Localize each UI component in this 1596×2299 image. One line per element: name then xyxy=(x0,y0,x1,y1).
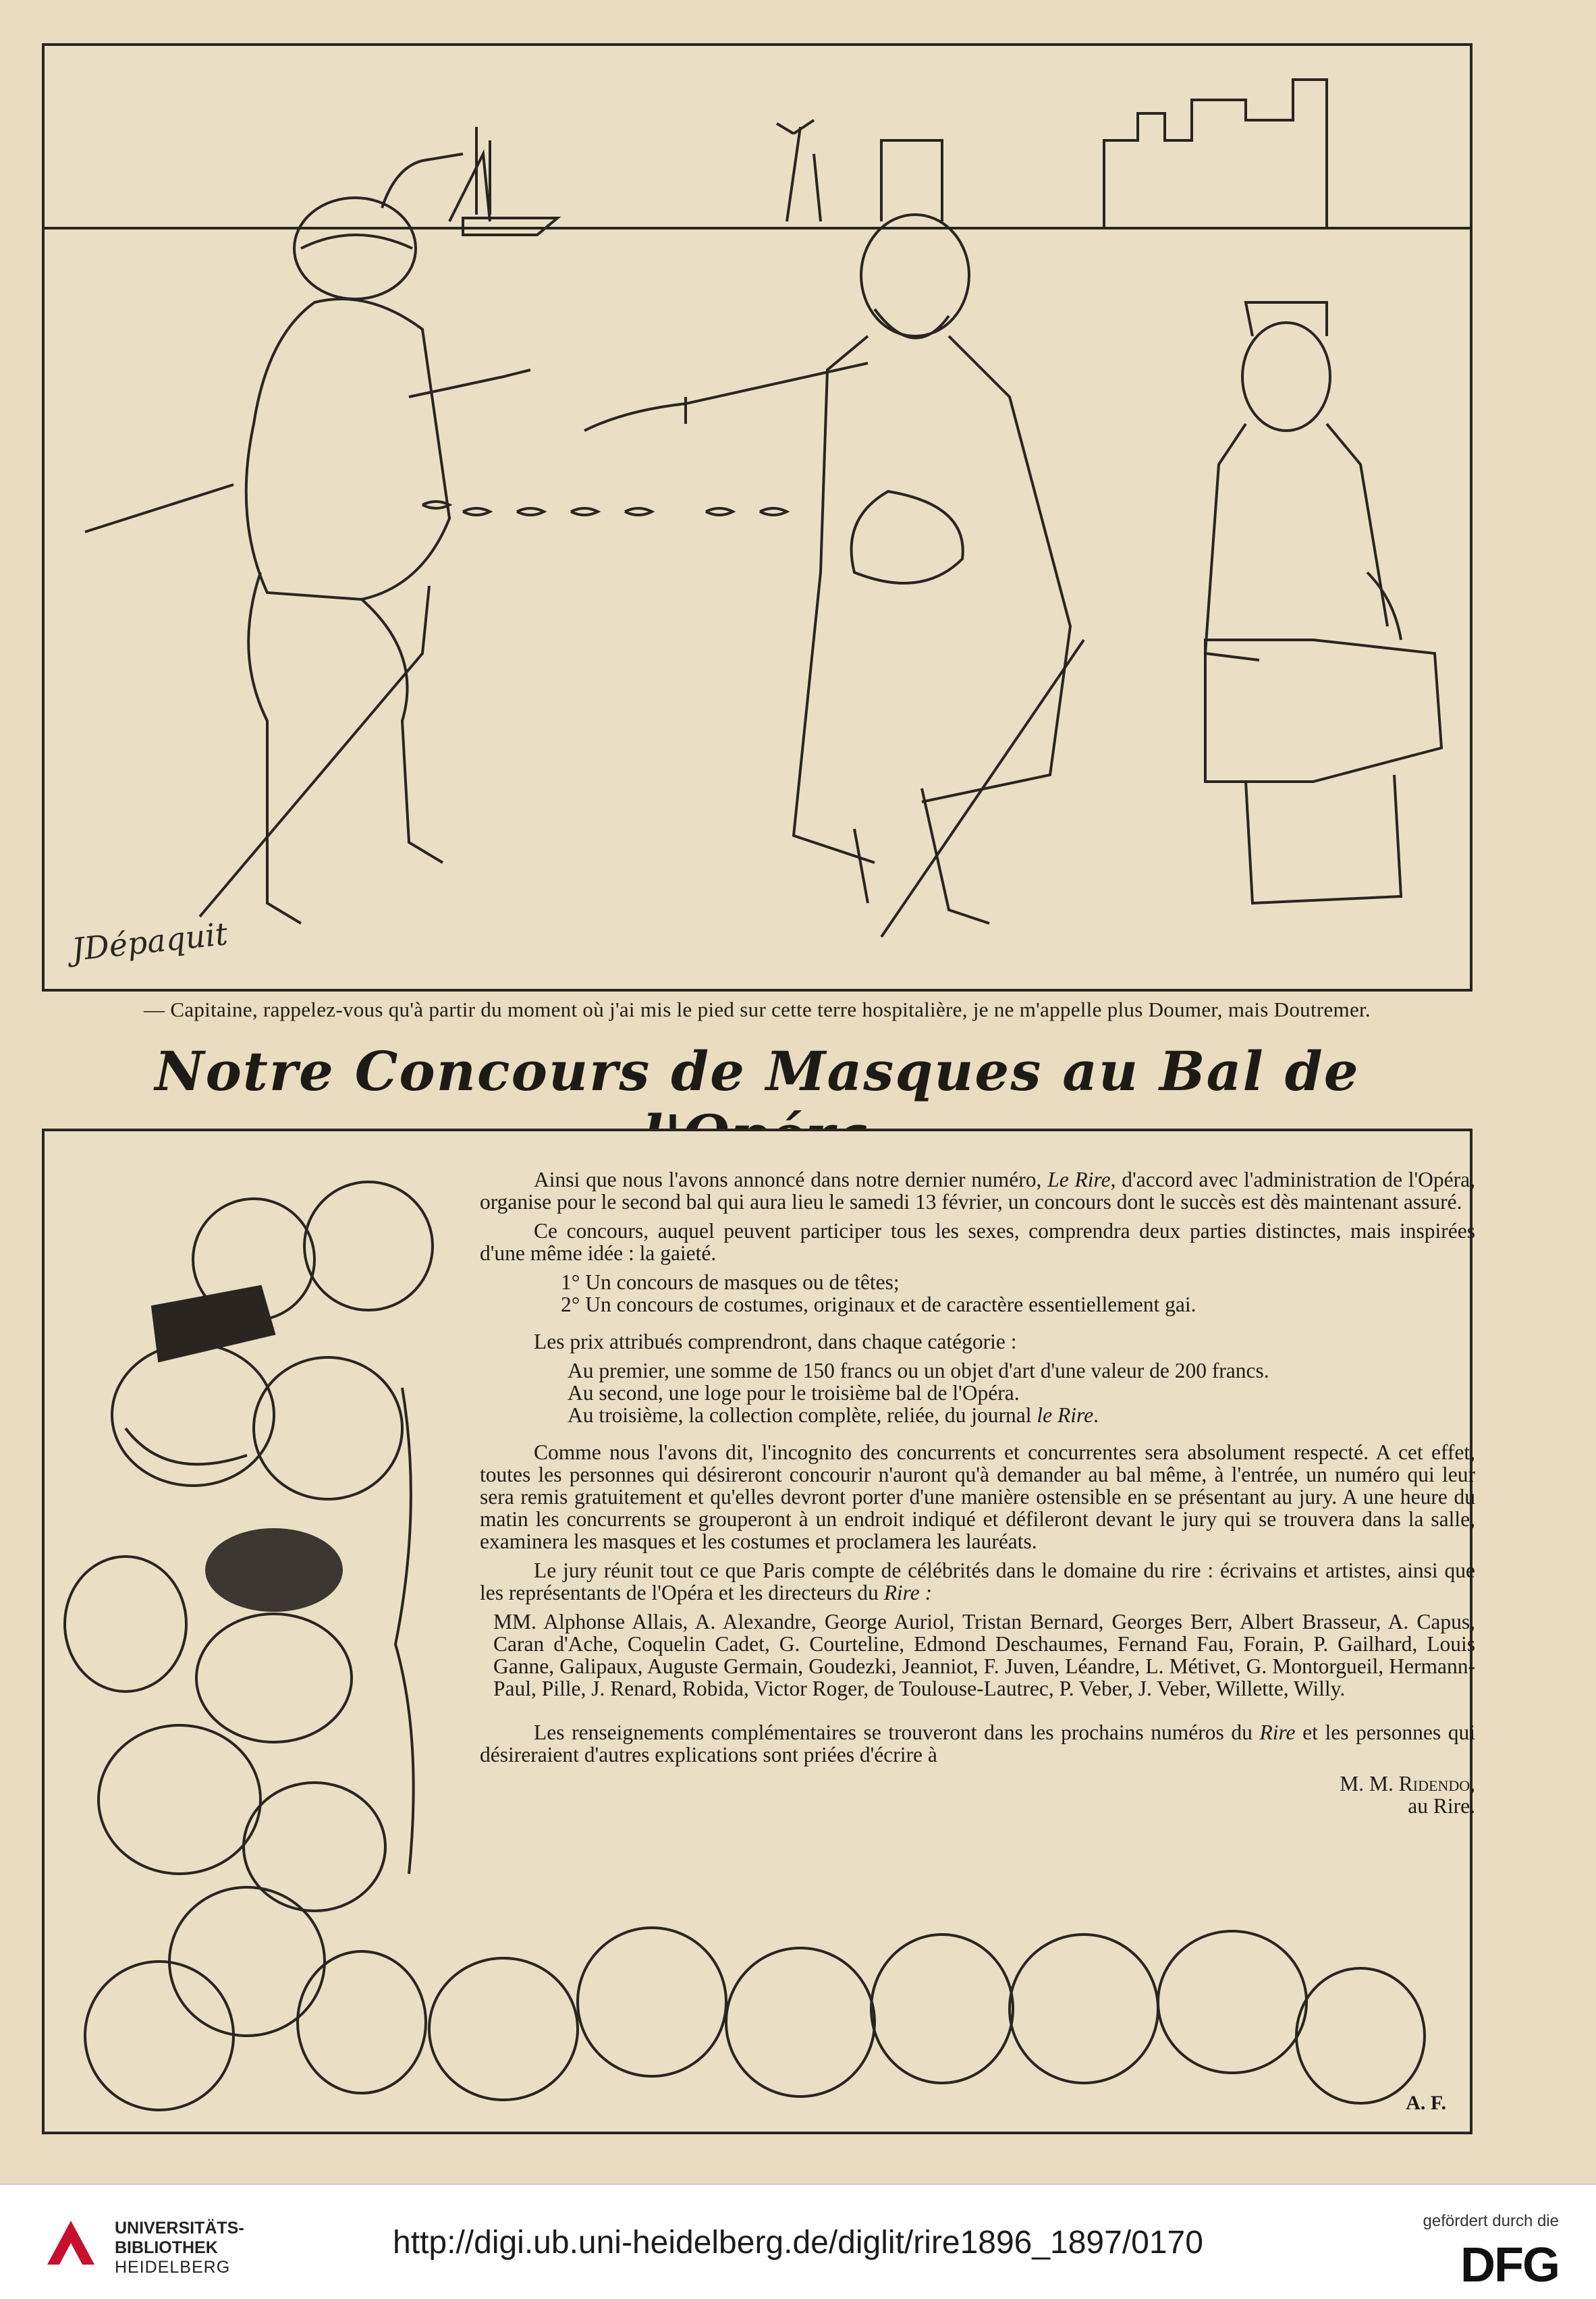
list-item-costumes: 2° Un concours de costumes, originaux et de caractère essentiellement gai. xyxy=(561,1293,1196,1316)
prize-third: Au troisième, la collection complète, reliée, du journal le Rire. xyxy=(568,1403,1099,1427)
cartoon-drawing xyxy=(45,46,1470,989)
funded-by-label: gefördert durch die xyxy=(1423,2212,1559,2230)
dfg-logo: DFG xyxy=(1460,2238,1559,2292)
paragraph-incognito: Comme nous l'avons dit, l'incognito des concurrents et concurrentes sera absolument respecté. A cet effet, toutes les personnes qui désireront concourir n'auront qu'à demander au bal même, à l'entrée, un numéro qui leur sera remis gratuitement et qu'elles devront porter d'une manière ostensible en se présentant au jury. A une heure du matin les concurrents se grouperont à un endroit indiqué et défileront devant le jury qui se trouvera dans la salle, examinera les masques et les costumes et proclamera les lauréats. xyxy=(480,1440,1475,1553)
paragraph-information: Les renseignements complémentaires se trouveront dans les prochains numéros du Rire et les personnes qui désireraient d'autres explications sont priées d'écrire à xyxy=(480,1721,1475,1766)
journal-name: Le Rire xyxy=(1047,1168,1111,1191)
article-heading: Notre Concours de Masques au Bal de xyxy=(155,1039,1360,1103)
paragraph-prizes-intro: Les prix attribués comprendront, dans chaque catégorie : xyxy=(534,1330,1017,1353)
cartoon-caption: — Capitaine, rappelez-vous qu'à partir du moment où j'ai mis le pied sur cette terre hospitalière, je ne m'appelle plus Doumer, mais Doutremer. xyxy=(144,998,1371,1021)
contest-illustrated-box xyxy=(42,1129,1473,2134)
cartoon-illustration xyxy=(42,43,1473,992)
artist-signature: JDépaquit xyxy=(70,915,229,968)
prize-first: Au premier, une somme de 150 francs ou un objet d'art d'une valeur de 200 francs. xyxy=(568,1359,1269,1382)
prize-second: Au second, une loge pour le troisième bal de l'Opéra. xyxy=(568,1381,1020,1405)
artist-initials: A. F. xyxy=(1406,2092,1446,2114)
paragraph-contest-parts: Ce concours, auquel peuvent participer tous les sexes, comprendra deux parties distinctes, mais inspirées d'une même idée : la gaieté. xyxy=(480,1219,1475,1265)
jury-names: MM. Alphonse Allais, A. Alexandre, George Auriol, Tristan Bernard, Georges Berr, Albert Brasseur, A. Capus, Caran d'Ache, Coquelin Cadet, G. Courteline, Edmond Deschaumes, Fernand Fau, Forain, P. Gailhard, Louis Ganne, Galipaux, Auguste Germain, Goudezki, Jeanniot, F. Juven, Léandre, L. Métivet, G. Montorgueil, Hermann-Paul, Pille, J. Renard, Robida, Victor Roger, de Toulouse-Lautrec, P. Veber, J. Veber, Willette, Willy. xyxy=(493,1610,1475,1700)
library-footer xyxy=(0,2184,1596,2299)
spacer xyxy=(480,1426,1475,1441)
signature-name: M. M. Ridendo, xyxy=(1340,1772,1475,1795)
spacer xyxy=(480,1706,1475,1721)
contest-article-text xyxy=(480,1168,1475,1817)
signature-place: au Rire. xyxy=(1408,1794,1475,1818)
library-name: UNIVERSITÄTS- BIBLIOTHEK HEIDELBERG xyxy=(115,2219,244,2277)
paragraph-intro: Ainsi que nous l'avons annoncé dans notre dernier numéro, Le Rire, d'accord avec l'administration de l'Opéra, organise pour le second bal qui aura lieu le samedi 13 février, un concours dont le succès est dès maintenant assuré. xyxy=(480,1168,1475,1214)
spacer xyxy=(480,1316,1475,1330)
paragraph-jury: Le jury réunit tout ce que Paris compte de célébrités dans le domaine du rire : écrivains et artistes, ainsi que les représentants de l'Opéra et les directeurs du Rire : xyxy=(480,1559,1475,1604)
list-item-masks: 1° Un concours de masques ou de têtes; xyxy=(561,1270,900,1294)
permalink-url[interactable]: http://digi.ub.uni-heidelberg.de/diglit/rire1896_1897/0170 xyxy=(393,2225,1203,2261)
